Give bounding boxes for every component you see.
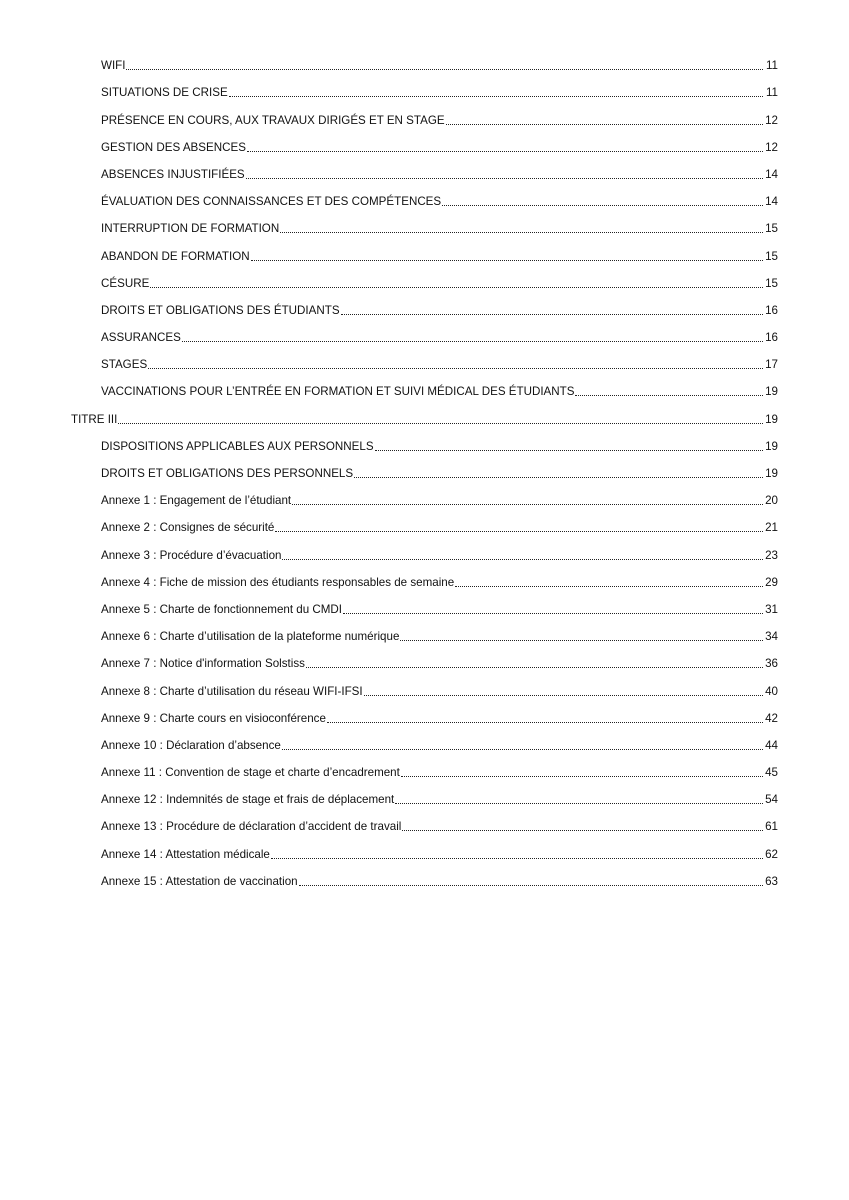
dot-leader — [247, 151, 763, 152]
dot-leader — [126, 69, 763, 70]
toc-entry[interactable] — [0, 703, 849, 730]
toc-entry[interactable] — [0, 295, 849, 322]
toc-entry-title: Annexe 13 : Procédure de déclaration d’accident de travail — [101, 820, 402, 834]
dot-leader — [455, 586, 763, 587]
toc-entry[interactable] — [0, 757, 849, 784]
toc-entry-title: INTERRUPTION DE FORMATION — [101, 222, 280, 236]
table-of-contents — [0, 50, 849, 893]
dot-leader — [275, 531, 763, 532]
dot-leader — [229, 96, 763, 97]
dot-leader — [271, 858, 763, 859]
toc-entry-page-number: 11 — [765, 59, 778, 73]
dot-leader — [148, 368, 763, 369]
toc-entry-title: Annexe 12 : Indemnités de stage et frais de déplacement — [101, 793, 395, 807]
dot-leader — [299, 885, 763, 886]
toc-entry-title: ÉVALUATION DES CONNAISSANCES ET DES COMPÉTENCES — [101, 195, 442, 209]
toc-entry-page-number: 12 — [765, 140, 778, 154]
toc-entry-page-number: 16 — [765, 331, 778, 345]
dot-leader — [251, 260, 763, 261]
toc-entry-title: Annexe 6 : Charte d’utilisation de la plateforme numérique — [101, 630, 400, 644]
toc-entry-title: PRÉSENCE EN COURS, AUX TRAVAUX DIRIGÉS ET EN STAGE — [101, 113, 445, 127]
toc-entry[interactable] — [0, 268, 849, 295]
toc-entry-title: Annexe 1 : Engagement de l’étudiant — [101, 494, 292, 508]
toc-entry[interactable] — [0, 594, 849, 621]
toc-entry[interactable] — [0, 186, 849, 213]
dot-leader — [306, 667, 763, 668]
toc-entry-page-number: 12 — [765, 113, 778, 127]
toc-entry[interactable] — [0, 621, 849, 648]
toc-entry[interactable] — [0, 50, 849, 77]
toc-entry-title: WIFI — [101, 59, 126, 73]
toc-entry-title: Annexe 3 : Procédure d’évacuation — [101, 548, 282, 562]
toc-entry-title: Annexe 8 : Charte d’utilisation du réseau WIFI-IFSI — [101, 684, 363, 698]
toc-entry[interactable] — [0, 349, 849, 376]
dot-leader — [282, 559, 763, 560]
toc-entry-page-number: 34 — [765, 630, 778, 644]
toc-entry-title: ABANDON DE FORMATION — [101, 249, 250, 263]
dot-leader — [446, 124, 763, 125]
toc-entry-title: GESTION DES ABSENCES — [101, 140, 246, 154]
toc-entry-page-number: 15 — [765, 249, 778, 263]
dot-leader — [150, 287, 763, 288]
dot-leader — [575, 395, 763, 396]
toc-entry-page-number: 23 — [765, 548, 778, 562]
dot-leader — [375, 450, 763, 451]
toc-entry-page-number: 42 — [765, 711, 778, 725]
toc-entry[interactable] — [0, 675, 849, 702]
toc-entry-page-number: 62 — [765, 847, 778, 861]
toc-entry-title: Annexe 5 : Charte de fonctionnement du CMDI — [101, 602, 343, 616]
toc-entry[interactable] — [0, 159, 849, 186]
toc-entry[interactable] — [0, 213, 849, 240]
toc-entry-title: Annexe 9 : Charte cours en visioconférence — [101, 711, 326, 725]
dot-leader — [246, 178, 763, 179]
dot-leader — [343, 613, 763, 614]
toc-entry-title: STAGES — [101, 358, 148, 372]
dot-leader — [354, 477, 763, 478]
toc-entry[interactable] — [0, 811, 849, 838]
dot-leader — [341, 314, 763, 315]
dot-leader — [400, 640, 763, 641]
toc-entry-page-number: 19 — [765, 412, 778, 426]
toc-entry-page-number: 36 — [765, 657, 778, 671]
toc-entry-page-number: 15 — [765, 276, 778, 290]
toc-entry-page-number: 19 — [765, 467, 778, 480]
dot-leader — [280, 232, 763, 233]
toc-entry[interactable] — [0, 132, 849, 159]
dot-leader — [327, 722, 763, 723]
toc-entry-page-number: 61 — [765, 820, 778, 834]
dot-leader — [395, 803, 763, 804]
toc-entry[interactable] — [0, 104, 849, 131]
toc-entry-page-number: 14 — [765, 167, 778, 181]
toc-entry-title: Annexe 4 : Fiche de mission des étudiants responsables de semaine — [101, 575, 455, 589]
toc-entry[interactable] — [0, 784, 849, 811]
toc-entry[interactable] — [0, 567, 849, 594]
toc-entry-title: ABSENCES INJUSTIFIÉES — [101, 167, 245, 181]
toc-entry-page-number: 19 — [765, 439, 778, 453]
toc-entry[interactable] — [0, 322, 849, 349]
toc-entry[interactable] — [0, 539, 849, 566]
toc-entry[interactable] — [0, 648, 849, 675]
toc-entry-title: DISPOSITIONS APPLICABLES AUX PERSONNELS — [101, 439, 374, 453]
toc-entry-page-number: 45 — [765, 766, 778, 780]
toc-entry[interactable] — [0, 485, 849, 512]
dot-leader — [402, 830, 763, 831]
toc-entry[interactable] — [0, 512, 849, 539]
dot-leader — [292, 504, 763, 505]
toc-entry-title: Annexe 11 : Convention de stage et charte d’encadrement — [101, 766, 400, 780]
toc-entry[interactable] — [0, 77, 849, 104]
toc-entry-title: ASSURANCES — [101, 331, 181, 345]
toc-entry[interactable] — [0, 866, 849, 893]
toc-entry-title: SITUATIONS DE CRISE — [101, 86, 228, 100]
toc-entry-title: Annexe 14 : Attestation médicale — [101, 847, 270, 861]
toc-entry-page-number: 20 — [765, 494, 778, 508]
toc-entry-page-number: 16 — [765, 303, 778, 317]
toc-entry-title: Annexe 15 : Attestation de vaccination — [101, 874, 298, 888]
toc-entry-page-number: 21 — [765, 521, 778, 535]
toc-entry-title: TITRE III — [71, 412, 118, 426]
toc-entry[interactable] — [0, 376, 849, 403]
dot-leader — [182, 341, 763, 342]
toc-entry-page-number: 40 — [765, 684, 778, 698]
toc-entry-page-number: 19 — [765, 385, 778, 399]
toc-entry-title: VACCINATIONS POUR L’ENTRÉE EN FORMATION ET SUIVI MÉDICAL DES ÉTUDIANTS — [101, 385, 575, 399]
toc-entry-page-number: 17 — [765, 358, 778, 372]
toc-entry-title: Annexe 2 : Consignes de sécurité — [101, 521, 275, 535]
toc-entry[interactable] — [0, 838, 849, 865]
dot-leader — [282, 749, 763, 750]
toc-entry-title: Annexe 7 : Notice d'information Solstiss — [101, 657, 305, 671]
toc-entry-page-number: 44 — [765, 738, 778, 752]
toc-entry-page-number: 15 — [765, 222, 778, 236]
toc-entry[interactable] — [0, 403, 849, 430]
dot-leader — [118, 423, 763, 424]
toc-entry-page-number: 14 — [765, 195, 778, 209]
dot-leader — [401, 776, 763, 777]
toc-entry[interactable] — [0, 730, 849, 757]
toc-entry-page-number: 11 — [765, 86, 778, 100]
toc-entry-title: Annexe 10 : Déclaration d’absence — [101, 738, 281, 752]
toc-entry-page-number: 63 — [765, 874, 778, 888]
toc-entry-title: DROITS ET OBLIGATIONS DES PERSONNELS — [101, 467, 354, 480]
dot-leader — [442, 205, 763, 206]
toc-entry-page-number: 31 — [765, 602, 778, 616]
toc-entry-page-number: 29 — [765, 575, 778, 589]
toc-entry-page-number: 54 — [765, 793, 778, 807]
dot-leader — [364, 695, 763, 696]
toc-entry[interactable] — [0, 240, 849, 267]
toc-entry-title: DROITS ET OBLIGATIONS DES ÉTUDIANTS — [101, 303, 340, 317]
toc-entry-title: CÉSURE — [101, 276, 150, 290]
toc-entry[interactable] — [0, 431, 849, 458]
toc-entry[interactable] — [0, 458, 849, 485]
